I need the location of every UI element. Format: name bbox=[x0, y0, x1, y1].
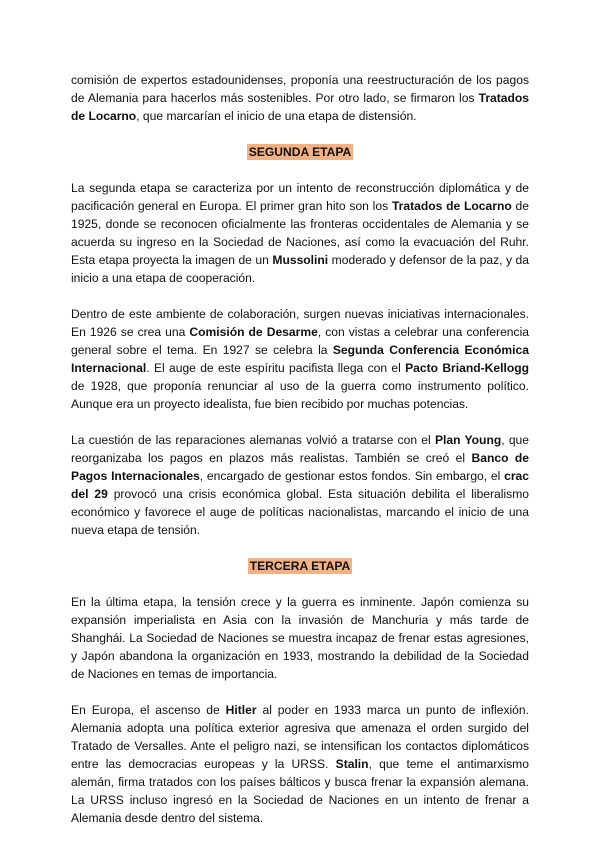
paragraph-tercera-2 bbox=[71, 701, 529, 827]
text-run: al poder en 1933 marca un punto de inflexión. Alemania adopta una política exterior agresiva que amenaza el orden surgido del Tratado de Versalles. Ante el peligro nazi, se intensifican los contactos diplomáticos entre las democracias europeas y la URSS. bbox=[71, 703, 529, 771]
paragraph-tercera-1 bbox=[71, 593, 529, 683]
text-run: La segunda etapa se caracteriza por un intento de reconstrucción diplomática y de pacificación general en Europa. El primer gran hito son los bbox=[71, 181, 529, 213]
bold-term: Hitler bbox=[225, 703, 257, 717]
text-run: de 1925, donde se reconocen oficialmente las fronteras occidentales de Alemania y se acuerda su ingreso en la Sociedad de Naciones, así como la evacuación del Ruhr. Esta etapa proyecta la imagen de un bbox=[71, 199, 529, 267]
text-run: de 1928, que proponía renunciar al uso de la guerra como instrumento político. Aunque era un proyecto idealista, fue bien recibido por muchas potencias. bbox=[71, 379, 529, 411]
section-heading-segunda bbox=[71, 143, 529, 161]
bold-term: Stalin bbox=[335, 757, 369, 771]
text-run: , que teme el antimarxismo alemán, firma tratados con los países bálticos y busca frenar la expansión alemana. La URSS incluso ingresó en la Sociedad de Naciones en un intento de frenar a Alemania desde dentro del sistema. bbox=[71, 757, 529, 825]
bold-term: Tratados de Locarno bbox=[391, 199, 512, 213]
bold-term: Mussolini bbox=[272, 253, 329, 267]
text-run: La cuestión de las reparaciones alemanas volvió a tratarse con el bbox=[71, 433, 435, 447]
bold-term: crac del 29 bbox=[71, 469, 529, 501]
paragraph-segunda-2 bbox=[71, 305, 529, 413]
heading-text: TERCERA ETAPA bbox=[249, 559, 351, 573]
bold-term: Segunda Conferencia Económica Internacional bbox=[71, 343, 529, 375]
bold-term: Banco de Pagos Internacionales bbox=[71, 451, 529, 483]
text-run: comisión de expertos estadounidenses, proponía una reestructuración de los pagos de Alemania para hacerlos más sostenibles. Por otro lado, se firmaron los bbox=[71, 73, 529, 105]
bold-term: Plan Young bbox=[434, 433, 502, 447]
paragraph-segunda-3 bbox=[71, 431, 529, 539]
bold-term: Pacto Briand-Kellogg bbox=[405, 361, 529, 375]
text-run: provocó una crisis económica global. Esta situación debilita el liberalismo económico y favorece el auge de políticas nacionalistas, marcando el inicio de una nueva etapa de tensión. bbox=[71, 487, 529, 537]
paragraph-segunda-1 bbox=[71, 179, 529, 287]
text-run: , con vistas a celebrar una conferencia general sobre el tema. En 1927 se celebra la bbox=[71, 325, 529, 357]
heading-text: SEGUNDA ETAPA bbox=[248, 145, 352, 159]
text-run: , que marcarían el inicio de una etapa de distensión. bbox=[136, 109, 417, 123]
bold-term: Comisión de Desarme bbox=[189, 325, 318, 339]
bold-term: Tratados de Locarno bbox=[71, 91, 529, 123]
text-run: Dentro de este ambiente de colaboración, surgen nuevas iniciativas internacionales. En 1926 se crea una bbox=[71, 307, 529, 339]
text-run: moderado y defensor de la paz, y da inicio a una etapa de cooperación. bbox=[71, 253, 529, 285]
text-run: , que reorganizaba los pagos en plazos más realistas. También se creó el bbox=[71, 433, 529, 465]
paragraph-intro bbox=[71, 71, 529, 125]
text-run: En la última etapa, la tensión crece y la guerra es inminente. Japón comienza su expansión imperialista en Asia con la invasión de Manchuria y más tarde de Shanghái. La Sociedad de Naciones se muestra incapaz de frenar estas agresiones, y Japón abandona la organización en 1933, mostrando la debilidad de la Sociedad de Naciones en temas de importancia. bbox=[71, 595, 529, 681]
text-run: . El auge de este espíritu pacifista llega con el bbox=[146, 361, 406, 375]
section-heading-tercera bbox=[71, 557, 529, 575]
text-run: , encargado de gestionar estos fondos. Sin embargo, el bbox=[199, 469, 505, 483]
text-run: En Europa, el ascenso de bbox=[71, 703, 226, 717]
